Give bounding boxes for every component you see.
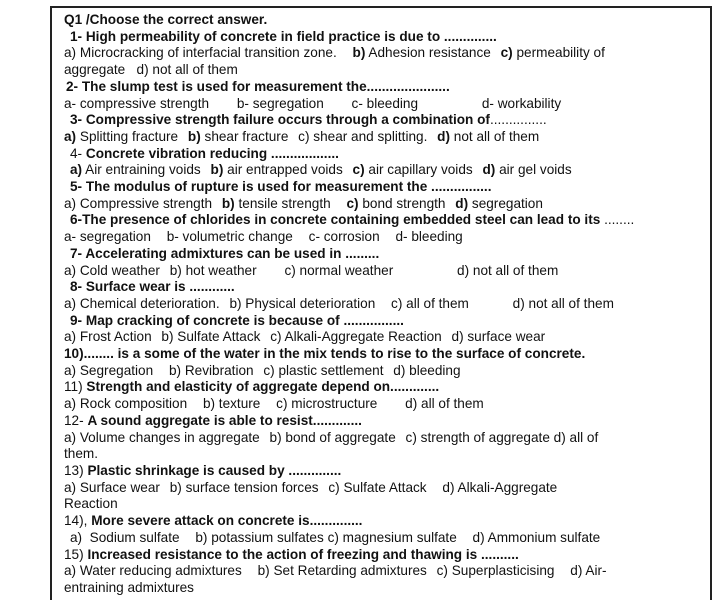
question-15-options: [64, 563, 704, 580]
q11-option-c: c) microstructure: [276, 396, 378, 412]
q8-option-b: b) Physical deterioration: [229, 295, 376, 311]
question-3-stem: 3- Compressive strength failure occurs through a combination of...............: [70, 112, 547, 128]
q7-option-b: b) hot weather: [169, 262, 257, 278]
q11-option-b: b) texture: [202, 396, 261, 412]
q4-option-b: air entrapped voids: [227, 162, 343, 178]
q10-option-a: a) Segregation: [64, 362, 154, 378]
question-2-options: [64, 96, 704, 113]
q4-option-d: air gel voids: [499, 162, 572, 178]
q6-option-d: d- bleeding: [395, 229, 463, 245]
question-15-stem: 15) Increased resistance to the action of freezing and thawing is ..........: [64, 546, 519, 562]
question-4-options: a) Air entraining voids b) air entrapped voids c) air capillary voids d) air gel voids: [70, 162, 572, 178]
question-13-stem: 13) Plastic shrinkage is caused by ..............: [64, 462, 342, 478]
q10-option-c: c) plastic settlement: [263, 362, 384, 378]
q1-option-c: permeability of: [516, 45, 605, 61]
q15-option-b: b) Set Retarding admixtures: [257, 563, 427, 579]
q8-option-a: a) Chemical deterioration.: [64, 295, 220, 311]
question-1-options: [64, 45, 704, 62]
q1-option-continued: aggregate d) not all of them: [64, 62, 238, 78]
q15-option-continued: entraining admixtures: [64, 579, 194, 595]
q5-option-b: tensile strength: [238, 195, 331, 211]
q2-option-d: d- workability: [481, 95, 562, 111]
question-3-options: a) Splitting fracture b) shear fracture c) shear and splitting. d) not all of them: [64, 128, 540, 144]
q15-option-d: d) Air-: [570, 563, 607, 579]
q2-option-c: c- bleeding: [351, 95, 419, 111]
question-14-options: [64, 530, 704, 547]
q1-option-b-label: b): [352, 45, 366, 61]
q10-option-d: d) bleeding: [393, 362, 461, 378]
q15-option-c: c) Superplasticising: [436, 563, 555, 579]
question-5-options: a) Compressive strength b) tensile strength c) bond strength d) segregation: [64, 195, 543, 211]
q14-option-a: a) Sodium sulfate: [70, 529, 180, 545]
q6-option-a: a- segregation: [64, 229, 151, 245]
q2-option-a: a- compressive strength: [64, 95, 210, 111]
q11-option-d: d) all of them: [405, 396, 484, 412]
q13-option-continued: Reaction: [64, 496, 118, 512]
question-sheet: [64, 12, 704, 597]
q1-option-c-label: c): [500, 45, 513, 61]
q11-option-a: a) Rock composition: [64, 396, 188, 412]
question-8-options: [64, 296, 704, 313]
q13-option-b: b) surface tension forces: [169, 479, 319, 495]
question-11-stem: 11) Strength and elasticity of aggregate depend on.............: [64, 379, 440, 395]
question-10-stem: 10)........ is a some of the water in the mix tends to rise to the surface of concrete.: [64, 346, 586, 362]
question-14-stem: 14), More severe attack on concrete is..............: [64, 513, 363, 529]
q12-option-continued: them.: [64, 446, 98, 462]
q8-option-d: d) not all of them: [512, 295, 614, 311]
q5-option-d: segregation: [471, 195, 543, 211]
q13-option-a: a) Surface wear: [64, 479, 160, 495]
question-5-stem: 5- The modulus of rupture is used for measurement the ................: [70, 179, 492, 195]
q10-option-b: b) Revibration: [168, 362, 254, 378]
q9-option-d: d) surface wear: [451, 329, 546, 345]
q7-option-d: d) not all of them: [457, 262, 559, 278]
q1-option-a: a) Microcracking of interfacial transition zone.: [64, 45, 337, 61]
q3-option-a: Splitting fracture: [79, 128, 179, 144]
question-9-options: [64, 329, 704, 346]
question-1-stem: 1- High permeability of concrete in field practice is due to ..............: [70, 28, 497, 44]
q13-option-d: d) Alkali-Aggregate: [442, 479, 558, 495]
question-6-stem: 6-The presence of chlorides in concrete containing embedded steel can lead to its ........: [70, 212, 635, 228]
q9-option-b: b) Sulfate Attack: [161, 329, 261, 345]
q12-option-a: a) Volume changes in aggregate: [64, 429, 260, 445]
question-7-stem: 7- Accelerating admixtures can be used in .........: [70, 245, 380, 261]
q9-option-a: a) Frost Action: [64, 329, 152, 345]
question-7-options: [64, 263, 704, 280]
question-13-options: [64, 480, 704, 497]
q6-option-c: c- corrosion: [308, 229, 380, 245]
q1-option-b: Adhesion resistance: [368, 45, 491, 61]
question-2-stem: 2- The slump test is used for measurement the......................: [66, 78, 450, 94]
q13-option-c: c) Sulfate Attack: [328, 479, 427, 495]
q3-option-b: shear fracture: [204, 128, 289, 144]
q3-option-c: c) shear and splitting.: [298, 128, 428, 144]
question-12-stem: 12- A sound aggregate is able to resist.............: [64, 412, 362, 428]
q7-option-a: a) Cold weather: [64, 262, 160, 278]
question-8-stem: 8- Surface wear is ............: [70, 279, 235, 295]
q7-option-c: c) normal weather: [284, 262, 394, 278]
question-11-options: [64, 396, 704, 413]
q9-option-c: c) Alkali-Aggregate Reaction: [270, 329, 442, 345]
question-10-options: [64, 363, 704, 380]
q5-option-c: bond strength: [362, 195, 446, 211]
q12-option-b: b) bond of aggregate: [269, 429, 396, 445]
q3-option-d: not all of them: [453, 128, 540, 144]
q15-option-a: a) Water reducing admixtures: [64, 563, 242, 579]
page-title: Q1 /Choose the correct answer.: [64, 12, 268, 27]
q4-option-c: air capillary voids: [368, 162, 473, 178]
q12-option-c: c) strength of aggregate d) all of: [405, 429, 599, 445]
question-4-stem: 4- Concrete vibration reducing ..................: [70, 145, 339, 161]
question-9-stem: 9- Map cracking of concrete is because of ................: [70, 312, 404, 328]
q14-option-b: b) potassium sulfates c) magnesium sulfate: [195, 529, 457, 545]
q2-option-b: b- segregation: [236, 95, 324, 111]
q8-option-c: c) all of them: [391, 295, 469, 311]
question-6-options: [64, 229, 704, 246]
q5-option-a: a) Compressive strength: [64, 195, 213, 211]
q6-option-b: b- volumetric change: [166, 229, 293, 245]
question-12-options: [64, 430, 704, 447]
q4-option-a: Air entraining voids: [85, 162, 201, 178]
q14-option-d: d) Ammonium sulfate: [472, 529, 601, 545]
